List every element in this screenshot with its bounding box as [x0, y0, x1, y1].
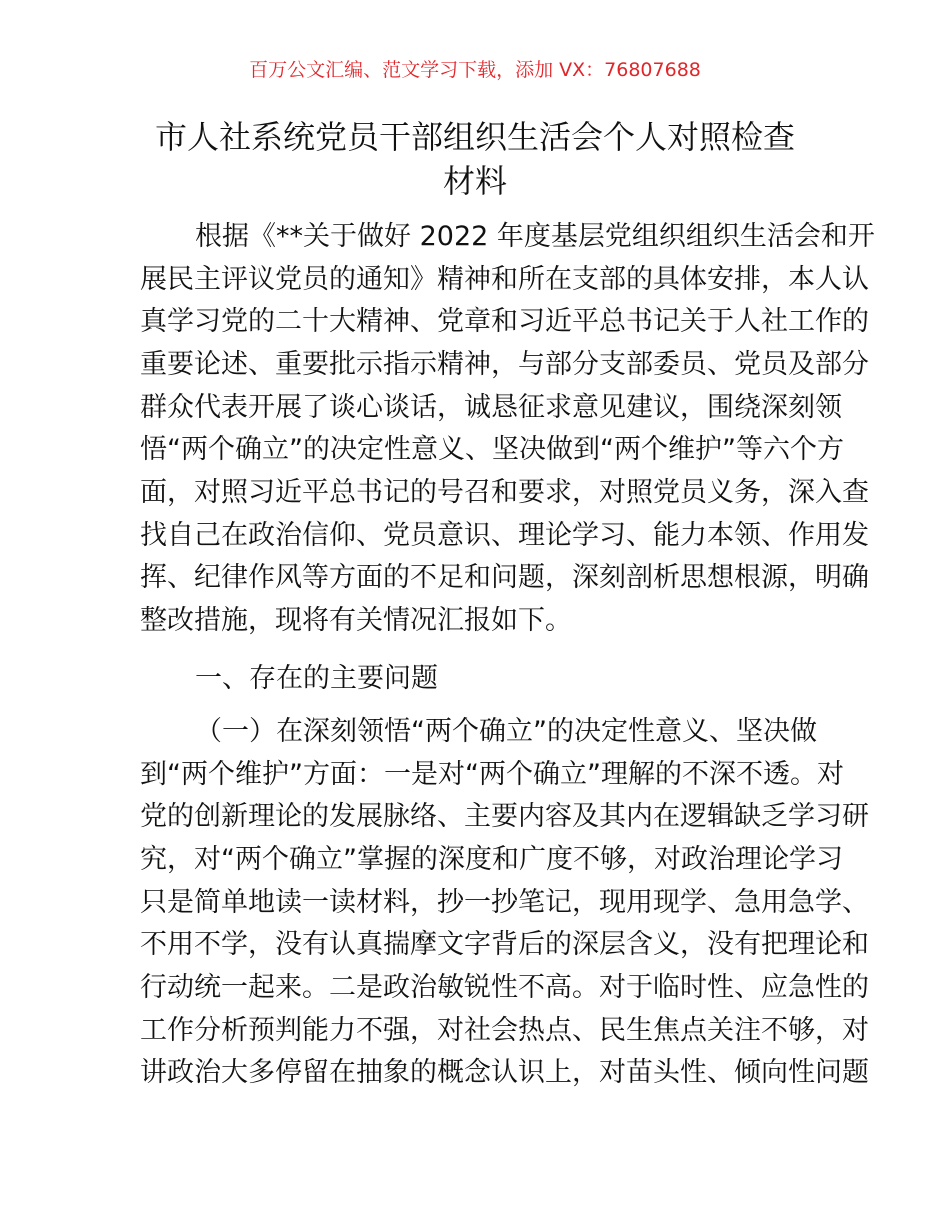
text-line: 到“两个维护”方面：一是对“两个确立”理解的不深不透。对: [140, 758, 844, 790]
text-line: 找自己在政治信仰、党员意识、理论学习、能力本领、作用发: [140, 519, 869, 551]
document-title-line-2: 材料: [442, 162, 507, 200]
text-line: 悟“两个确立”的决定性意义、坚决做到“两个维护”等六个方: [140, 434, 844, 466]
text-line: 群众代表开展了谈心谈话，诚恳征求意见建议，围绕深刻领: [140, 391, 842, 423]
watermark-header: 百万公文汇编、范文学习下载，添加 VX：76807688: [249, 59, 701, 81]
text-line: 根据《**关于做好 2022 年度基层党组织组织生活会和开: [195, 221, 875, 252]
text-line: 挥、纪律作风等方面的不足和问题，深刻剖析思想根源，明确: [140, 562, 869, 594]
document-title-line-1: 市人社系统党员干部组织生活会个人对照检查: [154, 118, 795, 156]
text-line: 行动统一起来。二是政治敏锐性不高。对于临时性、应急性的: [140, 971, 869, 1003]
text-line: 不用不学，没有认真揣摩文字背后的深层含义，没有把理论和: [140, 929, 869, 961]
text-line: 讲政治大多停留在抽象的概念认识上，对苗头性、倾向性问题: [140, 1057, 869, 1089]
text-line: 重要论述、重要批示指示精神，与部分支部委员、党员及部分: [140, 348, 869, 380]
text-line: 真学习党的二十大精神、党章和习近平总书记关于人社工作的: [140, 306, 869, 338]
text-line: 究，对“两个确立”掌握的深度和广度不够，对政治理论学习: [140, 843, 843, 875]
text-line: 党的创新理论的发展脉络、主要内容及其内在逻辑缺乏学习研: [140, 801, 869, 833]
text-line: 面，对照习近平总书记的号召和要求，对照党员义务，深入查: [140, 476, 869, 508]
text-line: 只是简单地读一读材料，抄一抄笔记，现用现学、急用急学、: [140, 886, 869, 918]
text-line: 整改措施，现将有关情况汇报如下。: [140, 604, 572, 636]
section-heading: 一、存在的主要问题: [195, 663, 438, 694]
text-line: 工作分析预判能力不强，对社会热点、民生焦点关注不够，对: [140, 1014, 869, 1046]
text-line: （一）在深刻领悟“两个确立”的决定性意义、坚决做: [195, 716, 817, 747]
text-line: 展民主评议党员的通知》精神和所在支部的具体安排，本人认: [140, 263, 869, 295]
